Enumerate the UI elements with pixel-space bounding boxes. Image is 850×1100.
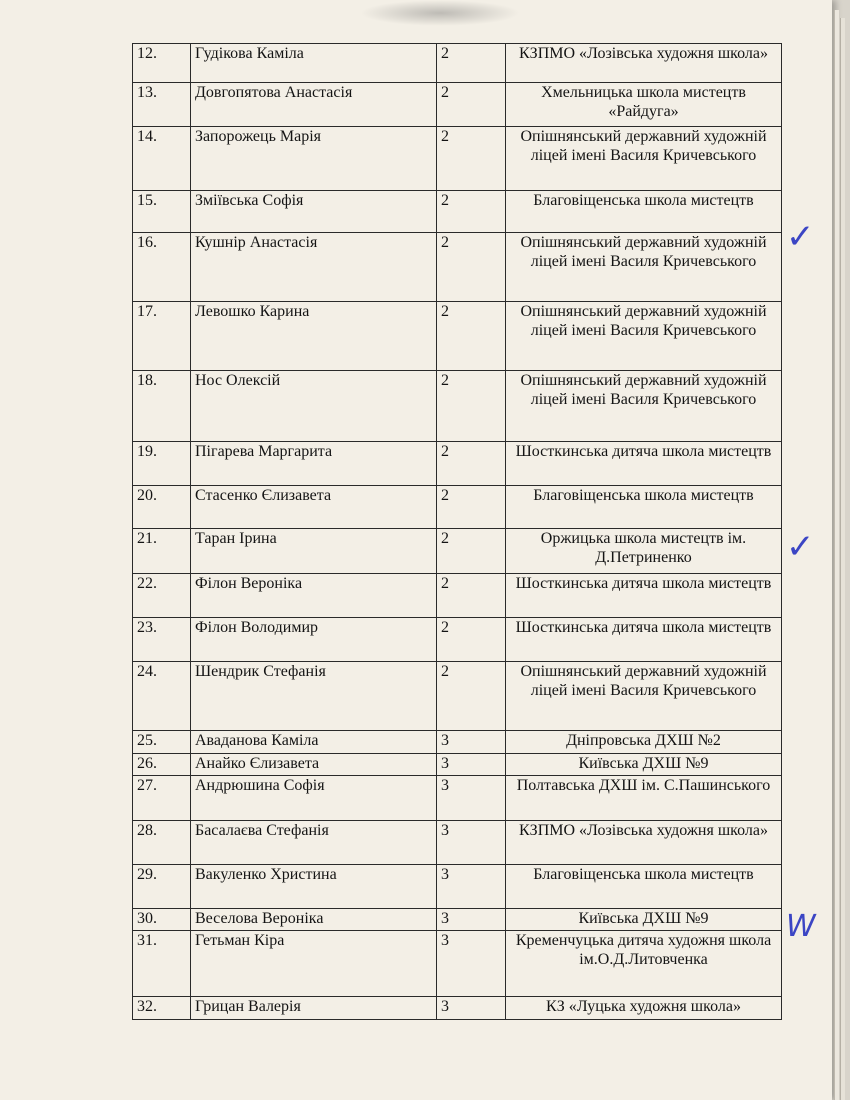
- school-cell: Благовіщенська школа мистецтв: [506, 865, 782, 909]
- table-row: [133, 731, 782, 754]
- school-cell: Київська ДХШ №9: [506, 754, 782, 776]
- table-row: [133, 127, 782, 191]
- row-number: 17.: [133, 302, 191, 371]
- school-cell: Київська ДХШ №9: [506, 909, 782, 931]
- row-number: 29.: [133, 865, 191, 909]
- school-cell: Шосткинська дитяча школа мистецтв: [506, 618, 782, 662]
- school-cell: Опішнянський державний художній ліцей імені Василя Кричевського: [506, 662, 782, 731]
- table-row: [133, 909, 782, 931]
- school-cell: Благовіщенська школа мистецтв: [506, 486, 782, 529]
- table-row: [133, 865, 782, 909]
- participant-name: Аваданова Каміла: [191, 731, 437, 754]
- row-number: 19.: [133, 442, 191, 486]
- row-number: 12.: [133, 44, 191, 83]
- school-cell: КЗПМО «Лозівська художня школа»: [506, 44, 782, 83]
- row-number: 22.: [133, 574, 191, 618]
- grade-cell: 2: [437, 371, 506, 442]
- row-number: 16.: [133, 233, 191, 302]
- participant-name: Довгопятова Анастасія: [191, 83, 437, 127]
- row-number: 26.: [133, 754, 191, 776]
- row-number: 21.: [133, 529, 191, 574]
- table-row: [133, 618, 782, 662]
- grade-cell: 2: [437, 574, 506, 618]
- table-row: [133, 931, 782, 997]
- participant-name: Гетьман Кіра: [191, 931, 437, 997]
- row-number: 31.: [133, 931, 191, 997]
- grade-cell: 3: [437, 821, 506, 865]
- grade-cell: 3: [437, 931, 506, 997]
- table-row: [133, 754, 782, 776]
- school-cell: Благовіщенська школа мистецтв: [506, 191, 782, 233]
- participant-name: Зміївська Софія: [191, 191, 437, 233]
- table-row: [133, 371, 782, 442]
- school-cell: Хмельницька школа мистецтв «Райдуга»: [506, 83, 782, 127]
- participant-name: Басалаєва Стефанія: [191, 821, 437, 865]
- grade-cell: 2: [437, 302, 506, 371]
- grade-cell: 2: [437, 127, 506, 191]
- participant-name: Філон Володимир: [191, 618, 437, 662]
- school-cell: Опішнянський державний художній ліцей імені Василя Кричевського: [506, 371, 782, 442]
- grade-cell: 2: [437, 83, 506, 127]
- page-stack-edge: [840, 18, 845, 1100]
- participant-name: Запорожець Марія: [191, 127, 437, 191]
- participants-table: [132, 43, 782, 1020]
- grade-cell: 2: [437, 486, 506, 529]
- row-number: 27.: [133, 776, 191, 821]
- participant-name: Андрюшина Софія: [191, 776, 437, 821]
- table-row: [133, 191, 782, 233]
- school-cell: КЗ «Луцька художня школа»: [506, 997, 782, 1020]
- table-row: [133, 44, 782, 83]
- grade-cell: 2: [437, 191, 506, 233]
- table-row: [133, 776, 782, 821]
- table-row: [133, 997, 782, 1020]
- table-row: [133, 442, 782, 486]
- row-number: 32.: [133, 997, 191, 1020]
- participant-name: Нос Олексій: [191, 371, 437, 442]
- page-stack-edge: [834, 10, 839, 1100]
- participant-name: Гудікова Каміла: [191, 44, 437, 83]
- participant-name: Пігарева Маргарита: [191, 442, 437, 486]
- table-row: [133, 83, 782, 127]
- table-row: [133, 233, 782, 302]
- grade-cell: 3: [437, 909, 506, 931]
- grade-cell: 2: [437, 442, 506, 486]
- grade-cell: 3: [437, 997, 506, 1020]
- table-row: [133, 486, 782, 529]
- participant-name: Таран Ірина: [191, 529, 437, 574]
- grade-cell: 2: [437, 233, 506, 302]
- row-number: 30.: [133, 909, 191, 931]
- school-cell: Дніпровська ДХШ №2: [506, 731, 782, 754]
- school-cell: Опішнянський державний художній ліцей імені Василя Кричевського: [506, 233, 782, 302]
- grade-cell: 3: [437, 754, 506, 776]
- participant-name: Левошко Карина: [191, 302, 437, 371]
- school-cell: Опішнянський державний художній ліцей імені Василя Кричевського: [506, 127, 782, 191]
- grade-cell: 2: [437, 662, 506, 731]
- row-number: 13.: [133, 83, 191, 127]
- row-number: 14.: [133, 127, 191, 191]
- participant-name: Стасенко Єлизавета: [191, 486, 437, 529]
- school-cell: Полтавська ДХШ ім. С.Пашинського: [506, 776, 782, 821]
- row-number: 20.: [133, 486, 191, 529]
- grade-cell: 3: [437, 731, 506, 754]
- school-cell: Оржицька школа мистецтв ім. Д.Петриненко: [506, 529, 782, 574]
- participant-name: Вакуленко Христина: [191, 865, 437, 909]
- row-number: 28.: [133, 821, 191, 865]
- table-row: [133, 821, 782, 865]
- row-number: 24.: [133, 662, 191, 731]
- grade-cell: 3: [437, 776, 506, 821]
- grade-cell: 2: [437, 618, 506, 662]
- table-row: [133, 302, 782, 371]
- grade-cell: 2: [437, 529, 506, 574]
- handwritten-check-mark: ✓: [786, 217, 815, 257]
- row-number: 23.: [133, 618, 191, 662]
- table-row: [133, 662, 782, 731]
- scan-artifact: [360, 0, 520, 26]
- participant-name: Кушнір Анастасія: [191, 233, 437, 302]
- school-cell: Кременчуцька дитяча художня школа ім.О.Д.Литовченка: [506, 931, 782, 997]
- school-cell: Шосткинська дитяча школа мистецтв: [506, 574, 782, 618]
- handwritten-w-mark: W: [786, 909, 816, 944]
- participant-name: Філон Вероніка: [191, 574, 437, 618]
- participant-name: Шендрик Стефанія: [191, 662, 437, 731]
- school-cell: КЗПМО «Лозівська художня школа»: [506, 821, 782, 865]
- table-row: [133, 574, 782, 618]
- row-number: 15.: [133, 191, 191, 233]
- row-number: 25.: [133, 731, 191, 754]
- participant-name: Анайко Єлизавета: [191, 754, 437, 776]
- grade-cell: 3: [437, 865, 506, 909]
- table-row: [133, 529, 782, 574]
- school-cell: Шосткинська дитяча школа мистецтв: [506, 442, 782, 486]
- participant-name: Грицан Валерія: [191, 997, 437, 1020]
- row-number: 18.: [133, 371, 191, 442]
- school-cell: Опішнянський державний художній ліцей імені Василя Кричевського: [506, 302, 782, 371]
- participant-name: Веселова Вероніка: [191, 909, 437, 931]
- grade-cell: 2: [437, 44, 506, 83]
- handwritten-check-mark: ✓: [786, 527, 815, 567]
